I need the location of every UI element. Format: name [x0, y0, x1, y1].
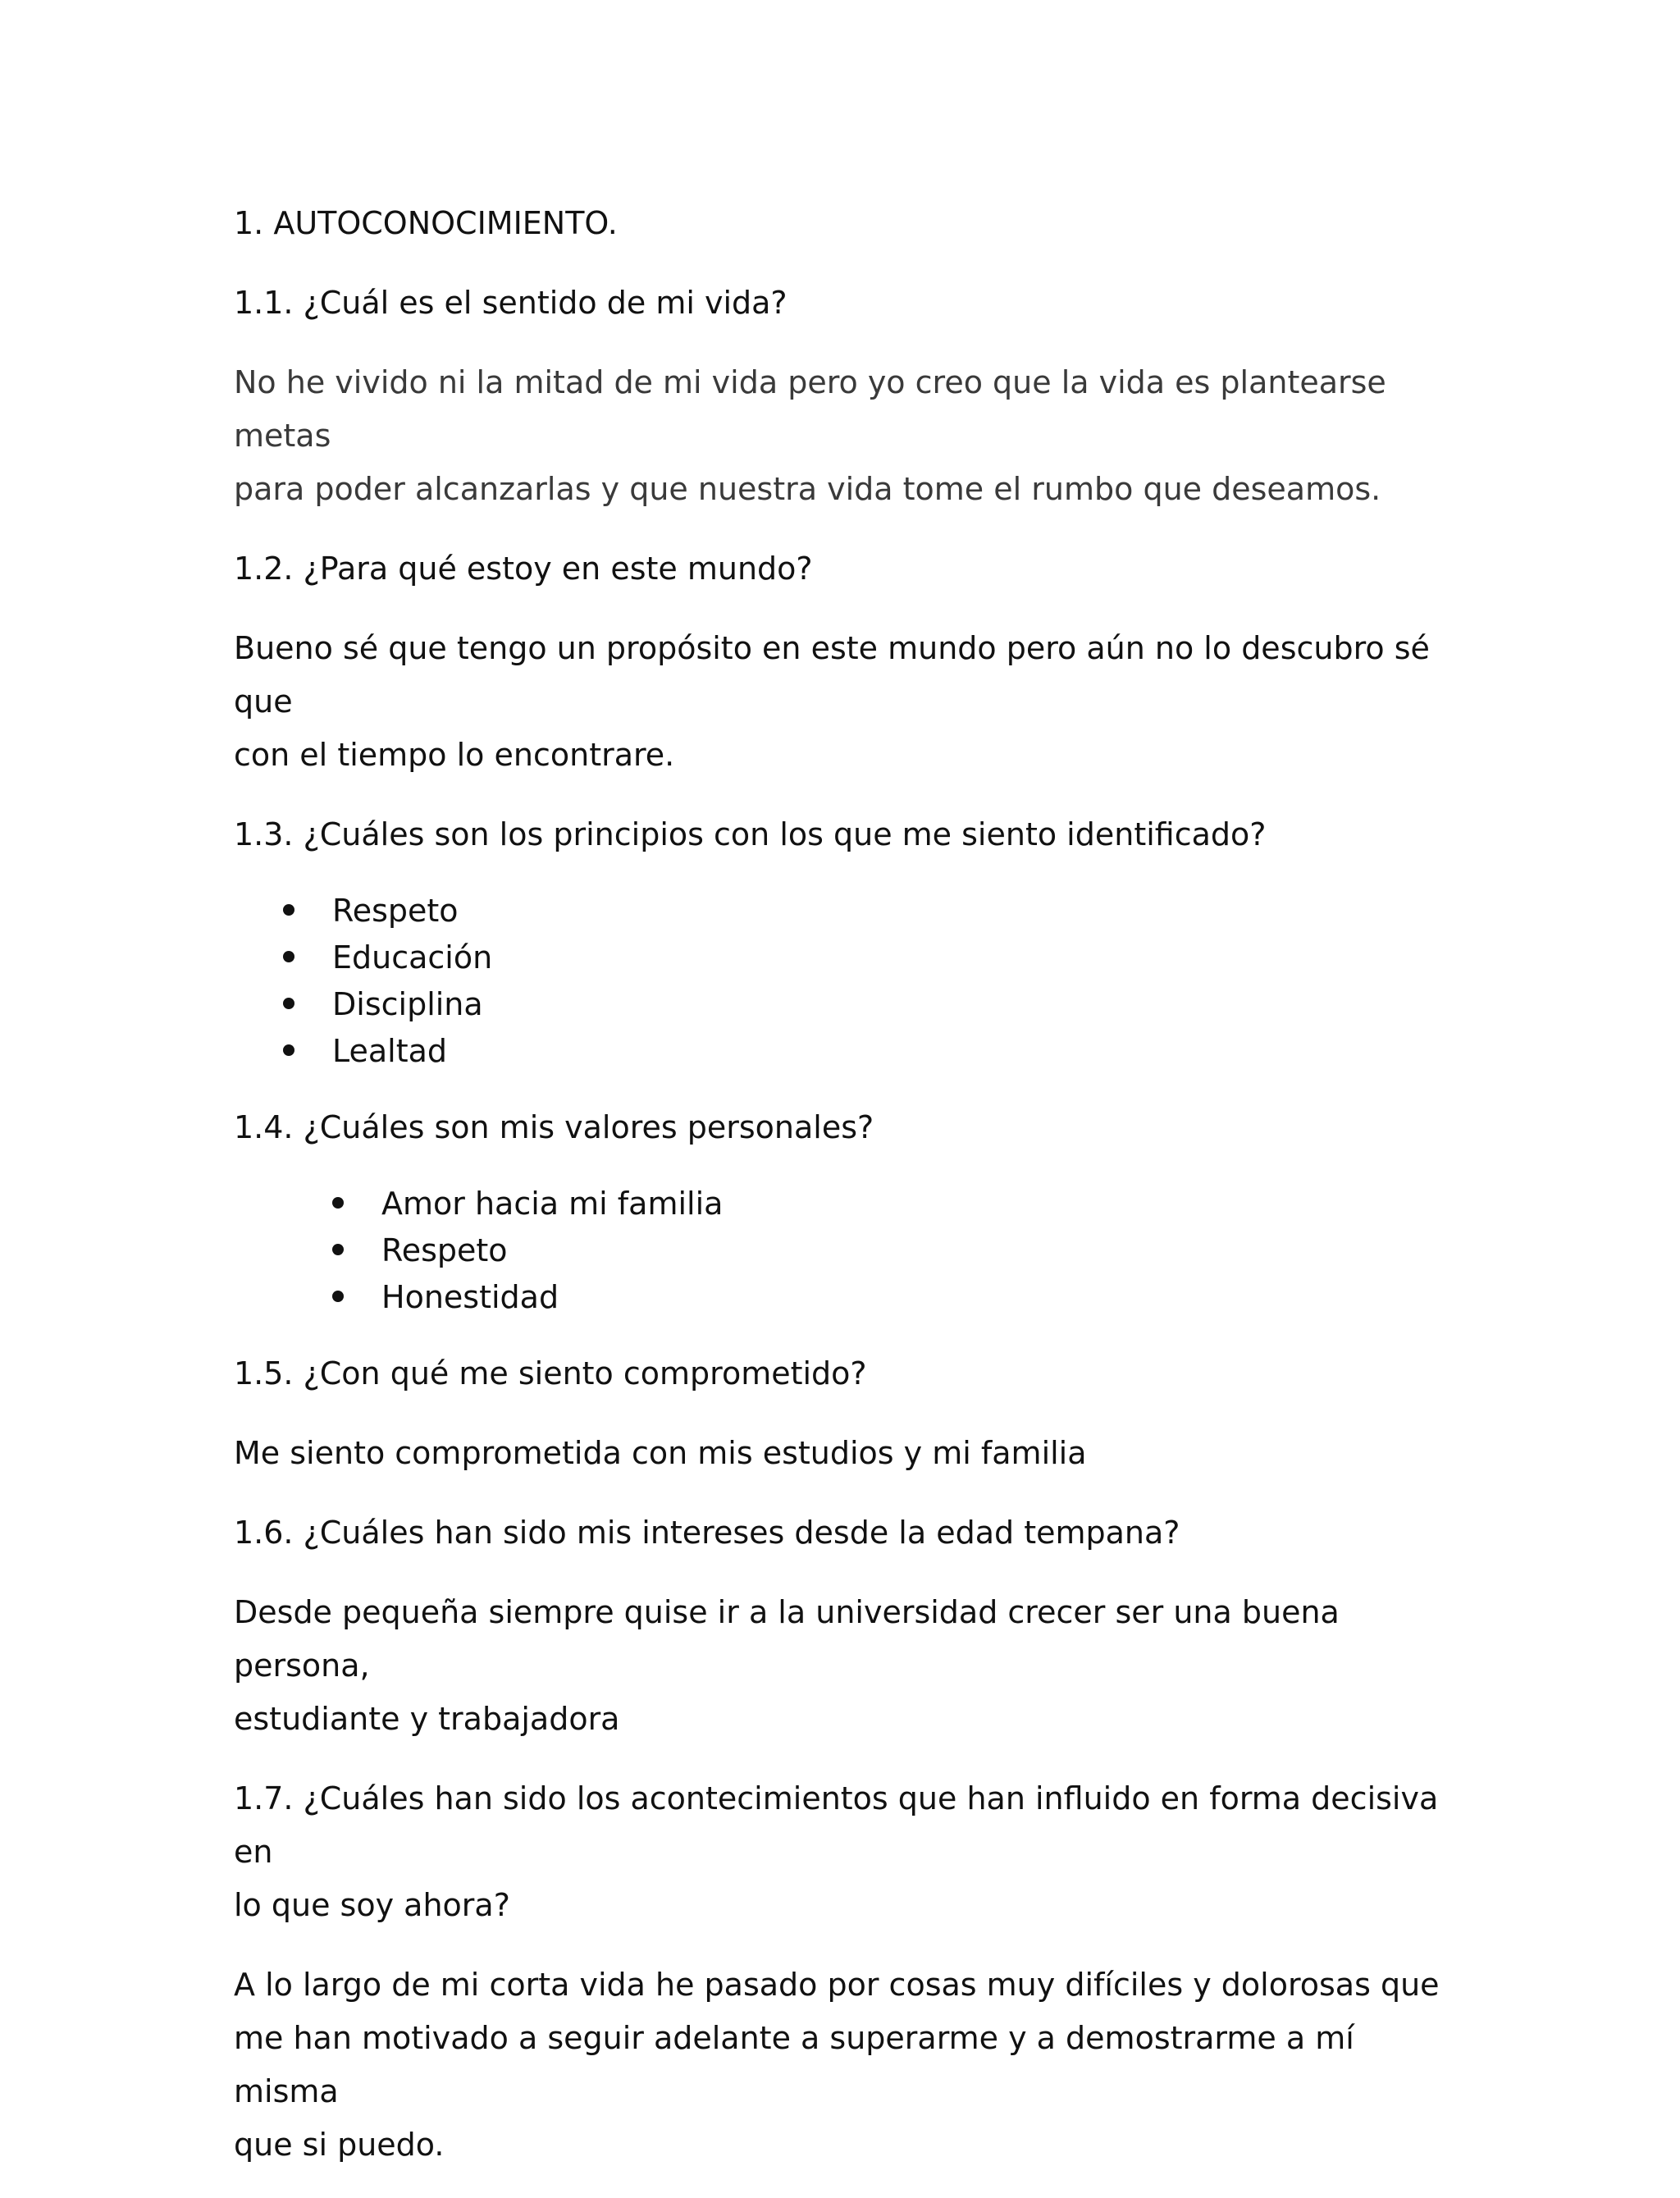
question-1-1: 1.1. ¿Cuál es el sentido de mi vida? — [234, 285, 788, 321]
list-item-label: Respeto — [332, 893, 459, 929]
list-item — [234, 1274, 1464, 1321]
answer-line: No he vivido ni la mitad de mi vida pero yo creo que la vida es plantearse metas — [234, 364, 1386, 454]
answer-1-7 — [234, 1958, 1464, 2172]
document-body — [234, 197, 1464, 2198]
answer-line: para poder alcanzarlas y que nuestra vida tome el rumbo que deseamos. — [234, 471, 1381, 507]
question-line: lo que soy ahora? — [234, 1887, 510, 1923]
list-item — [234, 934, 1464, 981]
question-1-3: 1.3. ¿Cuáles son los principios con los que me siento identificado? — [234, 816, 1267, 852]
page-title: 1. AUTOCONOCIMIENTO. — [234, 205, 618, 241]
answer-1-5 — [234, 1427, 1464, 1480]
bullet-icon — [283, 1044, 294, 1056]
list-item-label: Lealtad — [332, 1033, 448, 1069]
list-item-label: Amor hacia mi familia — [381, 1186, 724, 1222]
bullet-icon — [332, 1197, 344, 1209]
question-1-6: 1.6. ¿Cuáles han sido mis intereses desde la edad tempana? — [234, 1515, 1180, 1551]
bullet-icon — [283, 998, 294, 1009]
question-1-2: 1.2. ¿Para qué estoy en este mundo? — [234, 551, 813, 587]
values-list — [234, 1181, 1464, 1321]
list-item — [234, 981, 1464, 1028]
answer-line: me han motivado a seguir adelante a superarme y a demostrarme a mí misma — [234, 2020, 1354, 2109]
principles-list — [234, 888, 1464, 1075]
question-line: 1.7. ¿Cuáles han sido los acontecimientos que han influido en forma decisiva en — [234, 1780, 1439, 1870]
answer-1-1 — [234, 356, 1464, 516]
bullet-icon — [283, 904, 294, 916]
question-1-4: 1.4. ¿Cuáles son mis valores personales? — [234, 1109, 874, 1145]
list-item — [234, 1181, 1464, 1227]
list-item — [234, 1028, 1464, 1075]
question-1-7 — [234, 1772, 1464, 1932]
list-item-label: Respeto — [381, 1232, 508, 1268]
answer-line: que si puedo. — [234, 2127, 445, 2163]
answer-line: Desde pequeña siempre quise ir a la universidad crecer ser una buena persona, — [234, 1594, 1340, 1684]
answer-line: A lo largo de mi corta vida he pasado por cosas muy difíciles y dolorosas que — [234, 1967, 1440, 2003]
bullet-icon — [332, 1291, 344, 1302]
list-item — [234, 1227, 1464, 1274]
list-item-label: Educación — [332, 939, 493, 976]
bullet-icon — [332, 1244, 344, 1255]
list-item-label: Honestidad — [381, 1279, 559, 1315]
answer-line: estudiante y trabajadora — [234, 1701, 620, 1737]
question-1-5: 1.5. ¿Con qué me siento comprometido? — [234, 1355, 867, 1391]
answer-line: Me siento comprometida con mis estudios y mi familia — [234, 1435, 1087, 1471]
list-item — [234, 888, 1464, 934]
answer-line: con el tiempo lo encontrare. — [234, 737, 675, 773]
answer-1-2 — [234, 622, 1464, 782]
answer-1-6 — [234, 1586, 1464, 1746]
bullet-icon — [283, 951, 294, 962]
list-item-label: Disciplina — [332, 986, 483, 1022]
answer-line: Bueno sé que tengo un propósito en este mundo pero aún no lo descubro sé que — [234, 630, 1430, 720]
